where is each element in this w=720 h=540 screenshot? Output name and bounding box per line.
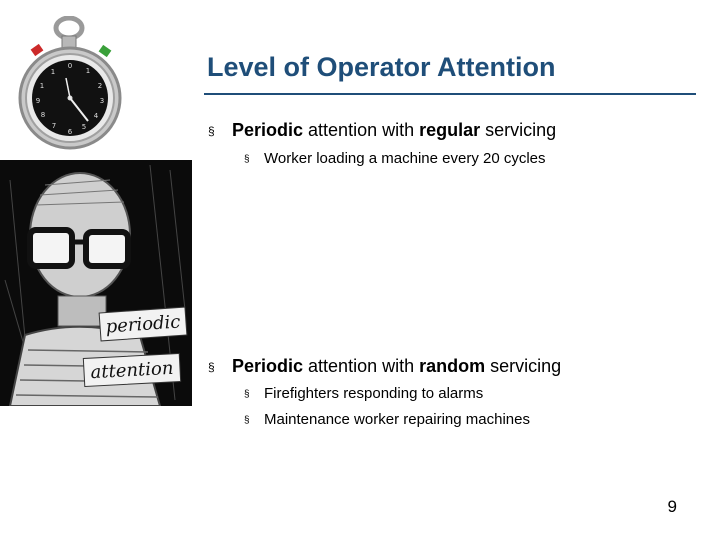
- sub-bullet-text: Maintenance worker repairing machines: [264, 411, 530, 428]
- bullet-text: servicing: [480, 120, 557, 140]
- svg-text:8: 8: [40, 111, 46, 119]
- bullet-text: attention with: [303, 356, 420, 376]
- bullet-marker: §: [208, 360, 215, 374]
- stopwatch-icon: [16, 16, 126, 151]
- bullet-text: attention with: [303, 120, 420, 140]
- bullet-marker: §: [208, 124, 215, 138]
- bullet-text-bold: regular: [419, 120, 481, 140]
- bullet-text-bold: Periodic: [232, 120, 304, 140]
- sub-bullet-text: Firefighters responding to alarms: [264, 385, 484, 402]
- bullet-text-bold: random: [419, 356, 486, 376]
- sub-bullet-maintenance: [244, 411, 530, 428]
- bullet-periodic-random: [208, 356, 561, 377]
- sub-bullet-firefighters: [244, 385, 483, 402]
- svg-text:3: 3: [99, 97, 105, 105]
- sub-bullet-text: Worker loading a machine every 20 cycles: [264, 150, 546, 167]
- title-divider: [204, 93, 696, 95]
- portrait-caption-attention: attention: [90, 357, 174, 384]
- slide-title: Level of Operator Attention: [207, 52, 556, 82]
- bullet-text: servicing: [485, 356, 562, 376]
- svg-text:0: 0: [67, 62, 73, 70]
- portrait-caption-periodic: periodic: [105, 311, 182, 338]
- svg-text:1: 1: [39, 82, 45, 90]
- sub-bullet-marker: §: [244, 389, 250, 400]
- sub-bullet-marker: §: [244, 154, 250, 165]
- page-number: 9: [667, 497, 677, 516]
- portrait-illustration: [0, 160, 192, 406]
- svg-text:1: 1: [50, 68, 56, 76]
- bullet-text-bold: Periodic: [232, 356, 304, 376]
- svg-text:7: 7: [51, 122, 57, 130]
- svg-text:4: 4: [93, 112, 99, 120]
- svg-text:5: 5: [81, 123, 87, 131]
- bullet-periodic-regular: [208, 120, 556, 141]
- svg-text:6: 6: [67, 128, 73, 136]
- sub-bullet-marker: §: [244, 415, 250, 426]
- svg-text:2: 2: [97, 82, 103, 90]
- svg-text:9: 9: [35, 97, 41, 105]
- svg-text:1: 1: [85, 67, 91, 75]
- sub-bullet-worker-loading: [244, 150, 546, 167]
